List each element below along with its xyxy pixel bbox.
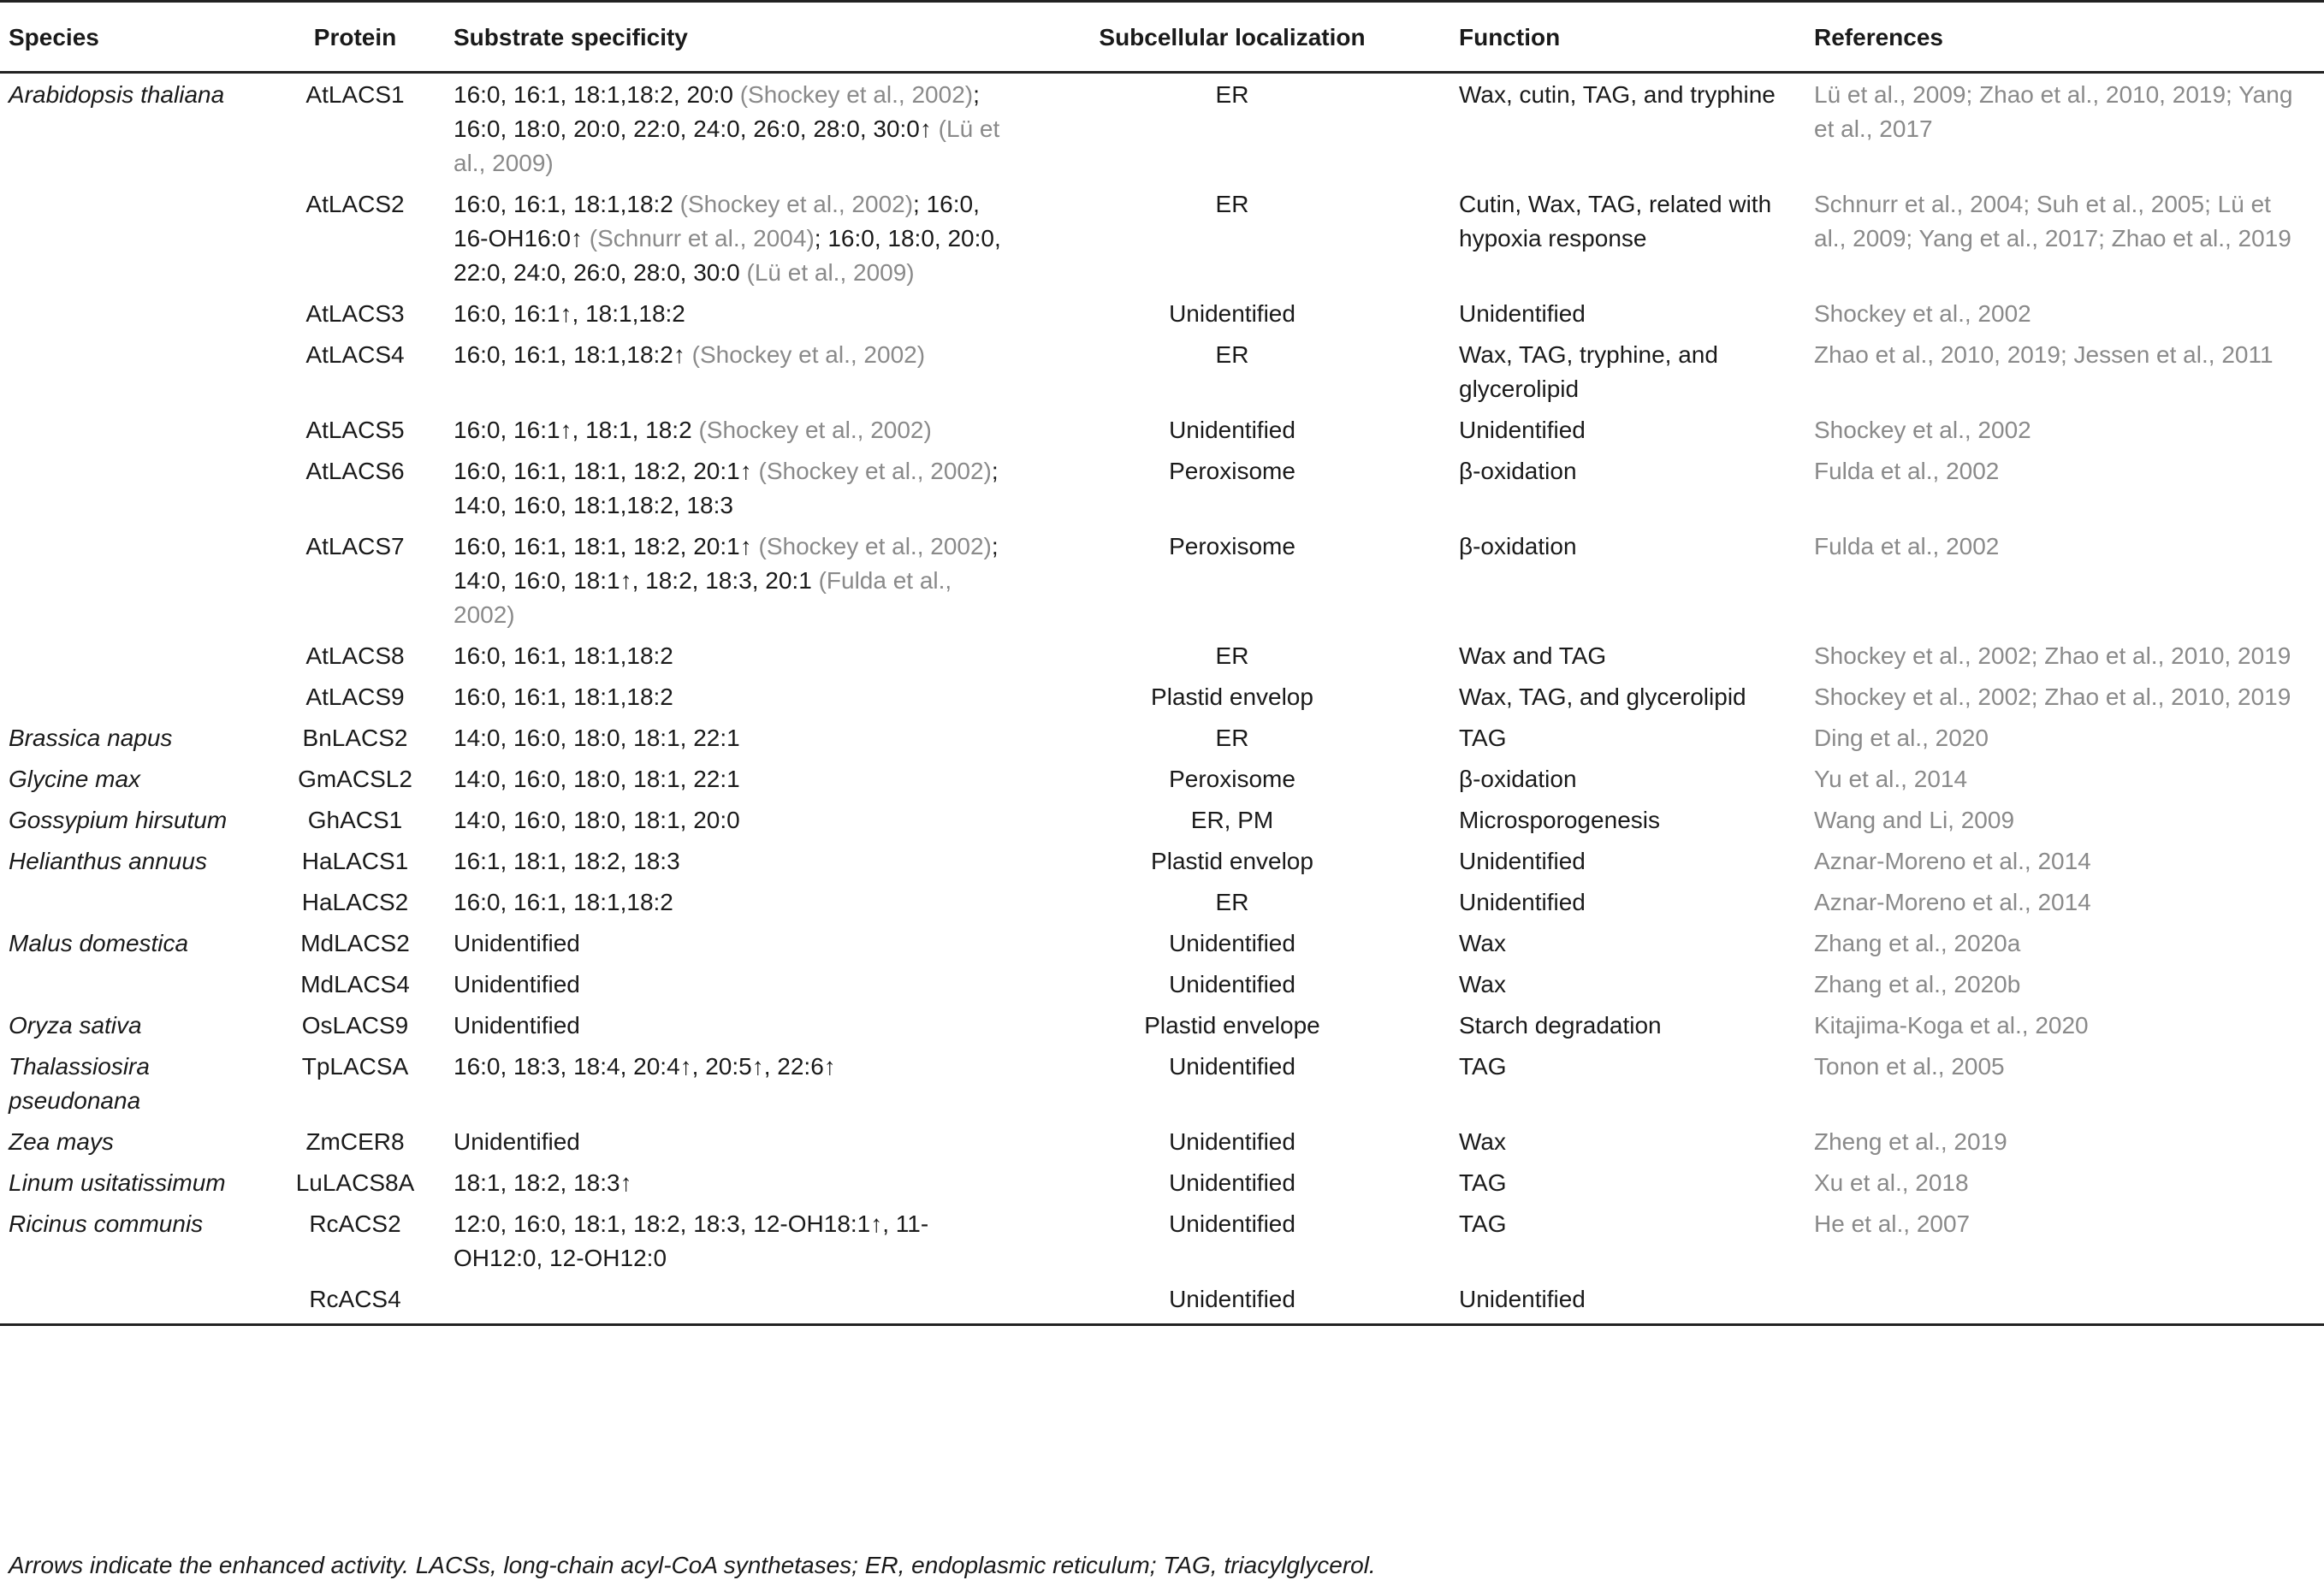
substrate-text: 16:0, 16:1, 18:1,18:2 (454, 889, 673, 915)
substrate-cell (454, 881, 1048, 922)
species-cell: Arabidopsis thaliana (9, 81, 225, 108)
function-cell: Wax (1459, 930, 1506, 956)
substrate-text: ; 14:0, 16:0, 18:1,18:2, 18:3 (454, 458, 999, 518)
references-cell: He et al., 2007 (1814, 1210, 1971, 1237)
localization-cell: Unidentified (1169, 417, 1295, 443)
table-body (0, 73, 2324, 1325)
references-cell: Fulda et al., 2002 (1814, 533, 2000, 559)
localization-cell: Unidentified (1169, 300, 1295, 327)
references-cell (1814, 1278, 2324, 1325)
localization-cell: ER (1215, 725, 1249, 751)
localization-cell: Peroxisome (1169, 766, 1295, 792)
table-row (0, 881, 2324, 922)
localization-cell: Unidentified (1169, 1169, 1295, 1196)
protein-cell: GmACSL2 (298, 766, 412, 792)
localization-cell: Plastid envelope (1144, 1012, 1320, 1039)
species-cell (0, 881, 257, 922)
species-cell: Malus domestica (9, 930, 189, 956)
function-cell: TAG (1459, 1169, 1507, 1196)
table-row (0, 799, 2324, 840)
references-cell: Yu et al., 2014 (1814, 766, 1968, 792)
substrate-cell (454, 334, 1048, 409)
species-cell: Thalassiosira pseudonana (9, 1053, 150, 1114)
function-cell: Wax, cutin, TAG, and tryphine (1459, 81, 1776, 108)
references-cell: Shockey et al., 2002; Zhao et al., 2010, 2019 (1814, 642, 2291, 669)
function-cell: Unidentified (1459, 300, 1586, 327)
function-cell: Wax, TAG, and glycerolipid (1459, 684, 1746, 710)
substrate-cell (454, 758, 1048, 799)
table-row (0, 963, 2324, 1004)
substrate-citation: (Shockey et al., 2002) (758, 533, 992, 559)
function-cell: Cutin, Wax, TAG, related with hypoxia response (1459, 191, 1772, 252)
table-row (0, 635, 2324, 676)
substrate-cell (454, 183, 1048, 293)
table-row (0, 334, 2324, 409)
substrate-text: 16:0, 16:1, 18:1,18:2, 20:0 (454, 81, 740, 108)
function-cell: Unidentified (1459, 889, 1586, 915)
substrate-cell (454, 922, 1048, 963)
header-species: Species (9, 24, 99, 50)
references-cell: Wang and Li, 2009 (1814, 807, 2015, 833)
substrate-citation: (Shockey et al., 2002) (739, 81, 974, 108)
localization-cell: ER (1215, 341, 1249, 368)
substrate-text: 14:0, 16:0, 18:0, 18:1, 20:0 (454, 807, 740, 833)
substrate-citation: (Lü et al., 2009) (454, 115, 1000, 176)
table-header (0, 2, 2324, 73)
references-cell: Lü et al., 2009; Zhao et al., 2010, 2019; Yang et al., 2017 (1814, 81, 2293, 142)
table-row (0, 840, 2324, 881)
substrate-text: 16:0, 16:1, 18:1,18:2 (454, 642, 673, 669)
localization-cell: ER, PM (1190, 807, 1274, 833)
substrate-text: 16:0, 16:1, 18:1, 18:2, 20:1↑ (454, 533, 759, 559)
localization-cell: Unidentified (1169, 1210, 1295, 1237)
substrate-cell (454, 525, 1048, 635)
protein-cell: ZmCER8 (305, 1128, 405, 1155)
substrate-cell (454, 717, 1048, 758)
table-row (0, 293, 2324, 334)
substrate-text: 14:0, 16:0, 18:0, 18:1, 22:1 (454, 766, 740, 792)
references-cell: Shockey et al., 2002 (1814, 300, 2031, 327)
protein-cell: AtLACS8 (305, 642, 405, 669)
substrate-cell (454, 450, 1048, 525)
species-cell (0, 334, 257, 409)
species-cell (0, 635, 257, 676)
references-cell: Kitajima-Koga et al., 2020 (1814, 1012, 2089, 1039)
protein-cell: AtLACS4 (305, 341, 405, 368)
function-cell: Wax, TAG, tryphine, and glycerolipid (1459, 341, 1718, 402)
localization-cell: Plastid envelop (1151, 848, 1313, 874)
substrate-text: 16:0, 18:3, 18:4, 20:4↑, 20:5↑, 22:6↑ (454, 1053, 836, 1080)
function-cell: Unidentified (1459, 417, 1586, 443)
function-cell: TAG (1459, 1053, 1507, 1080)
table-row (0, 73, 2324, 184)
substrate-cell (454, 293, 1048, 334)
substrate-text: 16:0, 16:1, 18:1,18:2 (454, 191, 680, 217)
substrate-text: ; 16:0, 16-OH16:0↑ (454, 191, 980, 252)
protein-cell: HaLACS2 (301, 889, 409, 915)
substrate-text: 14:0, 16:0, 18:0, 18:1, 22:1 (454, 725, 740, 751)
localization-cell: Unidentified (1169, 1053, 1295, 1080)
table-row (0, 717, 2324, 758)
localization-cell: Unidentified (1169, 1128, 1295, 1155)
species-cell: Zea mays (9, 1128, 114, 1155)
protein-cell: AtLACS9 (305, 684, 405, 710)
localization-cell: Unidentified (1169, 971, 1295, 997)
species-cell (0, 293, 257, 334)
table-row (0, 183, 2324, 293)
references-cell: Tonon et al., 2005 (1814, 1053, 2005, 1080)
function-cell: β-oxidation (1459, 458, 1577, 484)
protein-cell: AtLACS7 (305, 533, 405, 559)
protein-cell: GhACS1 (307, 807, 403, 833)
species-cell (0, 450, 257, 525)
protein-cell: AtLACS3 (305, 300, 405, 327)
substrate-cell (454, 1203, 1048, 1278)
header-protein: Protein (313, 24, 397, 50)
species-cell (0, 963, 257, 1004)
protein-cell: HaLACS1 (301, 848, 409, 874)
substrate-citation: (Lü et al., 2009) (746, 259, 915, 286)
substrate-cell (454, 799, 1048, 840)
substrate-cell (454, 73, 1048, 184)
species-cell (0, 183, 257, 293)
references-cell: Zhang et al., 2020a (1814, 930, 2021, 956)
substrate-citation: (Shockey et al., 2002) (691, 341, 926, 368)
substrate-cell (454, 1004, 1048, 1045)
substrate-cell (454, 635, 1048, 676)
substrate-cell (454, 409, 1048, 450)
species-cell: Glycine max (9, 766, 141, 792)
substrate-cell (454, 1045, 1048, 1121)
substrate-citation: (Schnurr et al., 2004) (589, 225, 815, 252)
references-cell: Zhao et al., 2010, 2019; Jessen et al., 2011 (1814, 341, 2274, 368)
table-row (0, 1045, 2324, 1121)
function-cell: TAG (1459, 1210, 1507, 1237)
references-cell: Aznar-Moreno et al., 2014 (1814, 889, 2091, 915)
species-cell: Gossypium hirsutum (9, 807, 228, 833)
table-footnote: Arrows indicate the enhanced activity. LACSs, long-chain acyl-CoA synthetases; ER, endoplasmic reticulum; TAG, triacylglycerol. (9, 1552, 1376, 1578)
substrate-cell (454, 676, 1048, 717)
protein-cell: MdLACS4 (300, 971, 410, 997)
protein-cell: OsLACS9 (301, 1012, 409, 1039)
species-cell: Helianthus annuus (9, 848, 207, 874)
references-cell: Shockey et al., 2002; Zhao et al., 2010, 2019 (1814, 684, 2291, 710)
table-row (0, 1121, 2324, 1162)
localization-cell: Unidentified (1169, 1286, 1295, 1312)
substrate-text: Unidentified (454, 1128, 580, 1155)
protein-cell: LuLACS8A (295, 1169, 415, 1196)
table-row (0, 758, 2324, 799)
protein-cell: AtLACS1 (305, 81, 405, 108)
substrate-text: 16:0, 16:1, 18:1,18:2 (454, 684, 673, 710)
substrate-citation: (Fulda et al., 2002) (454, 567, 952, 628)
table-row (0, 1278, 2324, 1325)
substrate-text: ; 16:0, 18:0, 20:0, 22:0, 24:0, 26:0, 28:0, 30:0↑ (454, 81, 980, 142)
substrate-text: 16:0, 16:1↑, 18:1, 18:2 (454, 417, 699, 443)
substrate-text: Unidentified (454, 1012, 580, 1039)
localization-cell: ER (1215, 642, 1249, 669)
function-cell: Starch degradation (1459, 1012, 1662, 1039)
table-row (0, 409, 2324, 450)
references-cell: Ding et al., 2020 (1814, 725, 1989, 751)
species-cell: Oryza sativa (9, 1012, 142, 1039)
substrate-cell (454, 963, 1048, 1004)
protein-cell: TpLACSA (301, 1053, 409, 1080)
substrate-text: Unidentified (454, 930, 580, 956)
substrate-cell (454, 840, 1048, 881)
references-cell: Zhang et al., 2020b (1814, 971, 2021, 997)
references-cell: Aznar-Moreno et al., 2014 (1814, 848, 2091, 874)
protein-cell: AtLACS5 (305, 417, 405, 443)
protein-cell: RcACS4 (309, 1286, 401, 1312)
substrate-text: 16:0, 16:1, 18:1,18:2↑ (454, 341, 692, 368)
substrate-citation: (Shockey et al., 2002) (698, 417, 932, 443)
header-function: Function (1459, 24, 1561, 50)
table-row (0, 1203, 2324, 1278)
species-cell: Linum usitatissimum (9, 1169, 226, 1196)
substrate-text: 16:0, 16:1↑, 18:1,18:2 (454, 300, 685, 327)
header-row (0, 2, 2324, 73)
substrate-text: 16:1, 18:1, 18:2, 18:3 (454, 848, 680, 874)
substrate-text: ; 14:0, 16:0, 18:1↑, 18:2, 18:3, 20:1 (454, 533, 999, 594)
localization-cell: Peroxisome (1169, 458, 1295, 484)
references-cell: Xu et al., 2018 (1814, 1169, 1969, 1196)
function-cell: Microsporogenesis (1459, 807, 1660, 833)
function-cell: Wax (1459, 971, 1506, 997)
protein-cell: RcACS2 (309, 1210, 401, 1237)
function-cell: TAG (1459, 725, 1507, 751)
protein-cell: AtLACS6 (305, 458, 405, 484)
species-cell (0, 525, 257, 635)
references-cell: Schnurr et al., 2004; Suh et al., 2005; Lü et al., 2009; Yang et al., 2017; Zhao et al., 2019 (1814, 191, 2291, 252)
localization-cell: ER (1215, 81, 1249, 108)
substrate-cell (454, 1121, 1048, 1162)
substrate-citation: (Shockey et al., 2002) (679, 191, 914, 217)
localization-cell: Unidentified (1169, 930, 1295, 956)
localization-cell: Peroxisome (1169, 533, 1295, 559)
table-row (0, 525, 2324, 635)
substrate-cell (454, 1278, 1048, 1325)
substrate-citation: (Shockey et al., 2002) (758, 458, 992, 484)
table-row (0, 1162, 2324, 1203)
header-references: References (1814, 24, 1943, 50)
species-cell (0, 676, 257, 717)
function-cell: Unidentified (1459, 1286, 1586, 1312)
species-cell (0, 1278, 257, 1325)
substrate-text: 18:1, 18:2, 18:3↑ (454, 1169, 632, 1196)
function-cell: Wax (1459, 1128, 1506, 1155)
header-substrate: Substrate specificity (454, 24, 688, 50)
species-cell: Brassica napus (9, 725, 173, 751)
substrate-text: ; 16:0, 18:0, 20:0, 22:0, 24:0, 26:0, 28:0, 30:0 (454, 225, 1001, 286)
header-localization: Subcellular localization (1099, 24, 1366, 50)
localization-cell: ER (1215, 191, 1249, 217)
localization-cell: Plastid envelop (1151, 684, 1313, 710)
substrate-text: 12:0, 16:0, 18:1, 18:2, 18:3, 12-OH18:1↑, 11-OH12:0, 12-OH12:0 (454, 1210, 929, 1271)
protein-cell: MdLACS2 (300, 930, 410, 956)
function-cell: Unidentified (1459, 848, 1586, 874)
references-cell: Zheng et al., 2019 (1814, 1128, 2007, 1155)
protein-cell: BnLACS2 (302, 725, 408, 751)
table-row (0, 1004, 2324, 1045)
substrate-cell (454, 1162, 1048, 1203)
table-row (0, 676, 2324, 717)
substrate-text: 16:0, 16:1, 18:1, 18:2, 20:1↑ (454, 458, 759, 484)
references-cell: Shockey et al., 2002 (1814, 417, 2031, 443)
references-cell: Fulda et al., 2002 (1814, 458, 2000, 484)
table-row (0, 922, 2324, 963)
species-cell: Ricinus communis (9, 1210, 204, 1237)
function-cell: β-oxidation (1459, 766, 1577, 792)
localization-cell: ER (1215, 889, 1249, 915)
protein-cell: AtLACS2 (305, 191, 405, 217)
substrate-text: Unidentified (454, 971, 580, 997)
function-cell: β-oxidation (1459, 533, 1577, 559)
species-cell (0, 409, 257, 450)
function-cell: Wax and TAG (1459, 642, 1607, 669)
table-row (0, 450, 2324, 525)
